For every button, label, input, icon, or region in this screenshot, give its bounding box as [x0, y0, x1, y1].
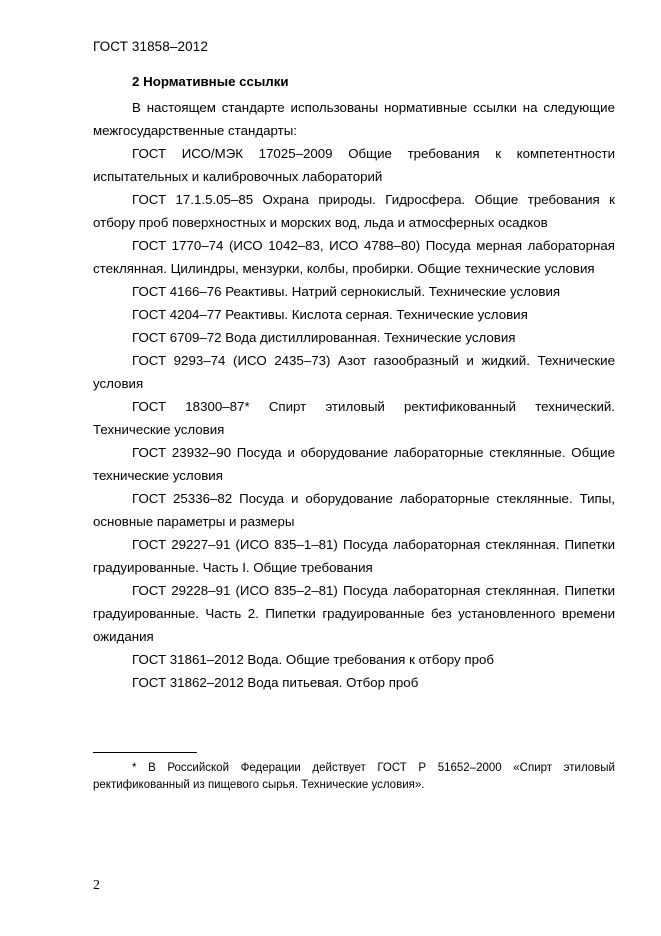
reference-item: ГОСТ 29228–91 (ИСО 835–2–81) Посуда лабораторная стеклянная. Пипетки градуированные. Часть 2. Пипетки градуированные без установленного времени ожидания	[93, 583, 615, 644]
normative-references-section	[93, 73, 615, 694]
reference-item: ГОСТ 29227–91 (ИСО 835–1–81) Посуда лабораторная стеклянная. Пипетки градуированные. Часть I. Общие требования	[93, 537, 615, 575]
footnote-divider	[93, 752, 197, 753]
page-number: 2	[93, 878, 100, 893]
reference-item: ГОСТ 6709–72 Вода дистиллированная. Технические условия	[132, 330, 516, 345]
reference-item: ГОСТ 23932–90 Посуда и оборудование лабораторные стеклянные. Общие технические условия	[93, 445, 615, 483]
section-title: 2 Нормативные ссылки	[132, 74, 289, 89]
reference-item: ГОСТ ИСО/МЭК 17025–2009 Общие требования к компетентности испытательных и калибровочных лабораторий	[93, 146, 615, 184]
reference-item: ГОСТ 1770–74 (ИСО 1042–83, ИСО 4788–80) Посуда мерная лабораторная стеклянная. Цилиндры, мензурки, колбы, пробирки. Общие технические условия	[93, 238, 615, 276]
reference-item: ГОСТ 4166–76 Реактивы. Натрий сернокислый. Технические условия	[132, 284, 561, 299]
reference-item: ГОСТ 4204–77 Реактивы. Кислота серная. Технические условия	[132, 307, 528, 322]
footnote: * В Российской Федерации действует ГОСТ Р 51652–2000 «Спирт этиловый ректификованный из пищевого сырья. Технические условия».	[93, 762, 615, 791]
intro-paragraph: В настоящем стандарте использованы нормативные ссылки на следующие межгосударственные стандарты:	[93, 100, 615, 138]
reference-item: ГОСТ 31861–2012 Вода. Общие требования к отбору проб	[132, 652, 494, 667]
reference-item: ГОСТ 18300–87* Спирт этиловый ректификованный технический. Технические условия	[93, 399, 615, 437]
document-id-header: ГОСТ 31858–2012	[93, 39, 208, 54]
reference-item: ГОСТ 17.1.5.05–85 Охрана природы. Гидросфера. Общие требования к отбору проб поверхностных и морских вод, льда и атмосферных осадков	[93, 192, 615, 230]
reference-item: ГОСТ 9293–74 (ИСО 2435–73) Азот газообразный и жидкий. Технические условия	[93, 353, 615, 391]
reference-item: ГОСТ 25336–82 Посуда и оборудование лабораторные стеклянные. Типы, основные параметры и размеры	[93, 491, 615, 529]
reference-item: ГОСТ 31862–2012 Вода питьевая. Отбор проб	[132, 675, 419, 690]
